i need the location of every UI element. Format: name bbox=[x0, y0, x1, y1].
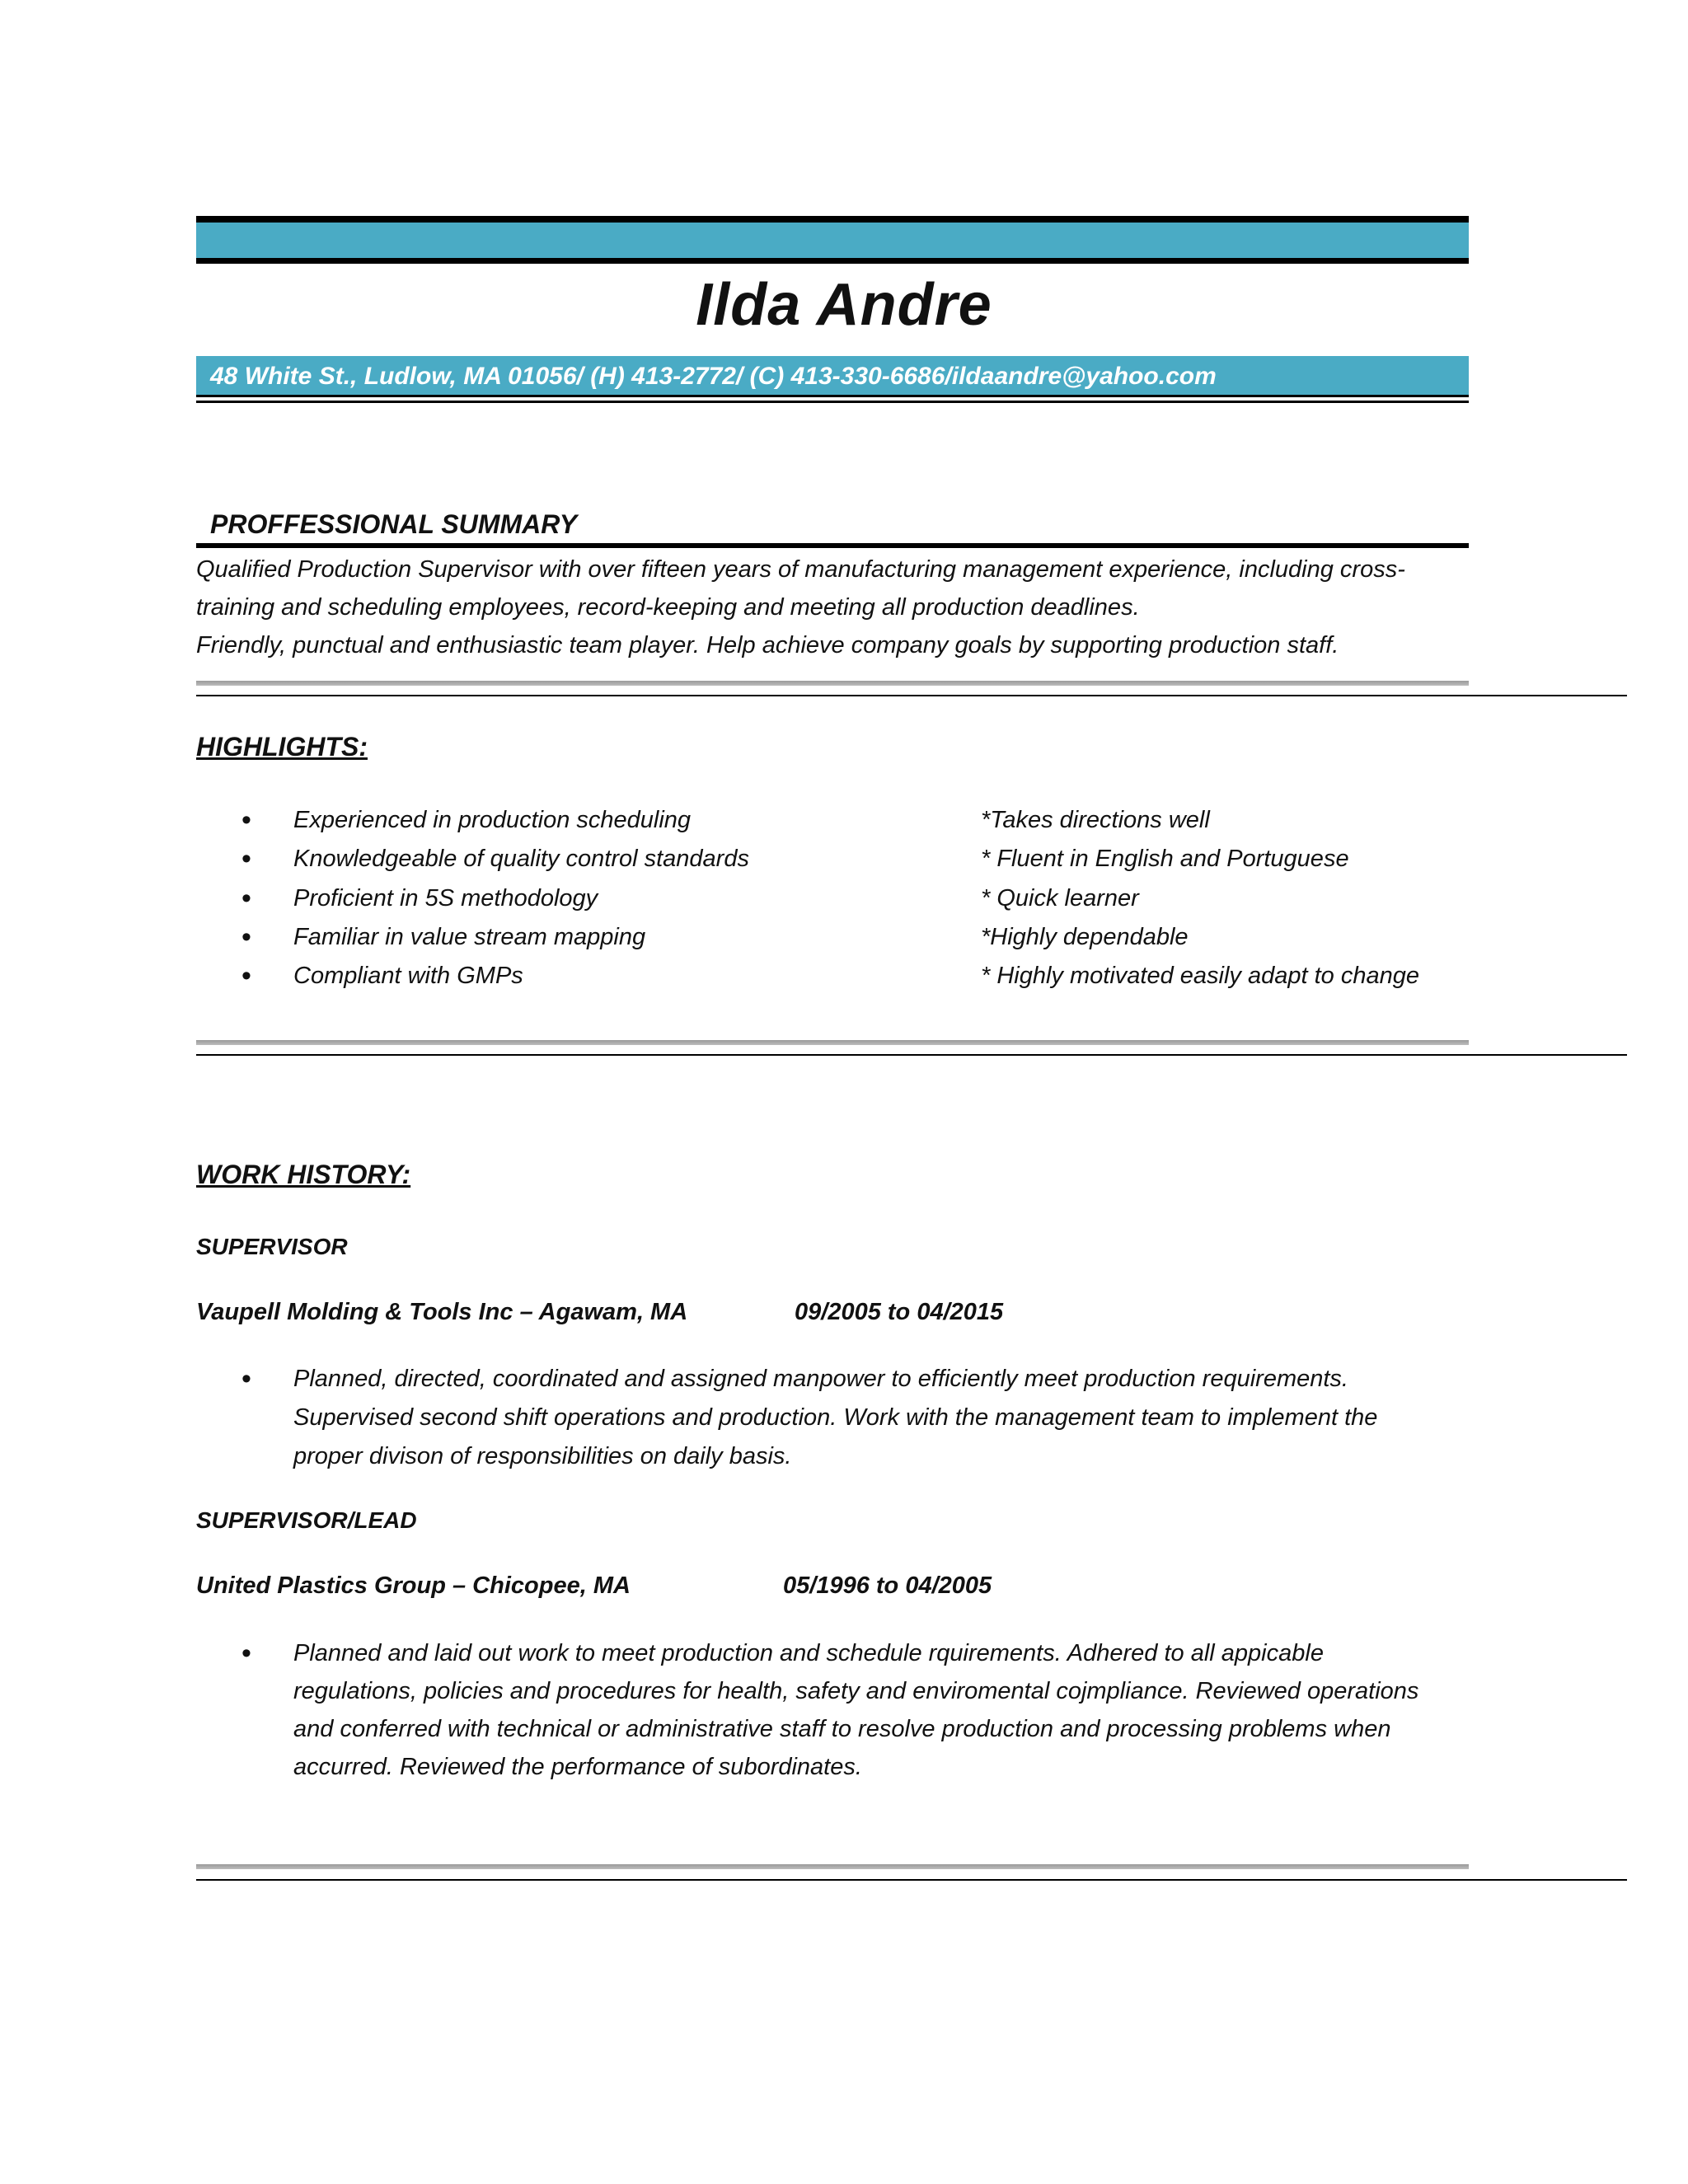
candidate-name: Ilda Andre bbox=[696, 272, 992, 338]
job-dates: 05/1996 to 04/2005 bbox=[783, 1572, 992, 1599]
contact-info: 48 White St., Ludlow, MA 01056/ (H) 413-2772/ (C) 413-330-6686/ildaandre@yahoo.com bbox=[210, 363, 1217, 390]
summary-line-2: training and scheduling employees, record-keeping and meeting all production deadlines. bbox=[196, 594, 1140, 621]
highlight-right-3: * Quick learner bbox=[981, 885, 1139, 912]
job-desc-line: proper divison of responsibilities on daily basis. bbox=[293, 1443, 792, 1469]
bullet-icon: • bbox=[241, 1638, 251, 1669]
job-desc-line: Planned, directed, coordinated and assigned manpower to efficiently meet production requirements. bbox=[293, 1366, 1348, 1392]
job-dates: 09/2005 to 04/2015 bbox=[795, 1299, 1004, 1325]
work-history-title: WORK HISTORY: bbox=[196, 1160, 411, 1189]
job-company: United Plastics Group – Chicopee, MA bbox=[196, 1572, 631, 1599]
separator-black bbox=[196, 1054, 1627, 1056]
highlights-title: HIGHLIGHTS: bbox=[196, 732, 368, 762]
summary-line-3: Friendly, punctual and enthusiastic team player. Help achieve company goals by supporting production staff. bbox=[196, 632, 1339, 658]
bullet-icon: • bbox=[241, 1363, 251, 1394]
highlight-left-5: Compliant with GMPs bbox=[293, 963, 523, 989]
highlight-right-5: * Highly motivated easily adapt to change bbox=[981, 963, 1419, 989]
separator-gray bbox=[196, 681, 1469, 686]
job-role: SUPERVISOR bbox=[196, 1234, 348, 1259]
job-role: SUPERVISOR/LEAD bbox=[196, 1507, 417, 1533]
bullet-icon: • bbox=[241, 804, 251, 836]
job-desc-line: regulations, policies and procedures for health, safety and enviromental cojmpliance. Reviewed operations bbox=[293, 1678, 1419, 1704]
header-top-band bbox=[196, 216, 1469, 264]
highlight-right-4: *Highly dependable bbox=[981, 924, 1189, 950]
separator-black bbox=[196, 1879, 1627, 1881]
separator-gray bbox=[196, 1040, 1469, 1045]
separator-gray bbox=[196, 1864, 1469, 1869]
job-desc-line: accurred. Reviewed the performance of subordinates. bbox=[293, 1754, 862, 1780]
bullet-icon: • bbox=[241, 960, 251, 991]
job-desc-line: Planned and laid out work to meet production and schedule rquirements. Adhered to all appicable bbox=[293, 1640, 1324, 1666]
highlight-left-1: Experienced in production scheduling bbox=[293, 807, 692, 833]
separator-black bbox=[196, 695, 1627, 696]
highlight-left-2: Knowledgeable of quality control standards bbox=[293, 846, 749, 872]
highlight-right-1: *Takes directions well bbox=[981, 807, 1210, 833]
highlight-right-2: * Fluent in English and Portuguese bbox=[981, 846, 1349, 872]
bullet-icon: • bbox=[241, 843, 251, 874]
summary-title: PROFFESSIONAL SUMMARY bbox=[210, 509, 578, 539]
contact-rule bbox=[196, 401, 1469, 403]
job-desc-line: Supervised second shift operations and production. Work with the management team to implement the bbox=[293, 1404, 1378, 1431]
job-desc-line: and conferred with technical or administrative staff to resolve production and processing problems when bbox=[293, 1716, 1391, 1742]
highlight-left-4: Familiar in value stream mapping bbox=[293, 924, 646, 950]
bullet-icon: • bbox=[241, 883, 251, 914]
highlight-left-3: Proficient in 5S methodology bbox=[293, 885, 598, 912]
summary-rule bbox=[196, 543, 1469, 548]
job-company: Vaupell Molding & Tools Inc – Agawam, MA bbox=[196, 1299, 688, 1325]
summary-line-1: Qualified Production Supervisor with over fifteen years of manufacturing management experience, including cross- bbox=[196, 556, 1405, 583]
bullet-icon: • bbox=[241, 921, 251, 953]
